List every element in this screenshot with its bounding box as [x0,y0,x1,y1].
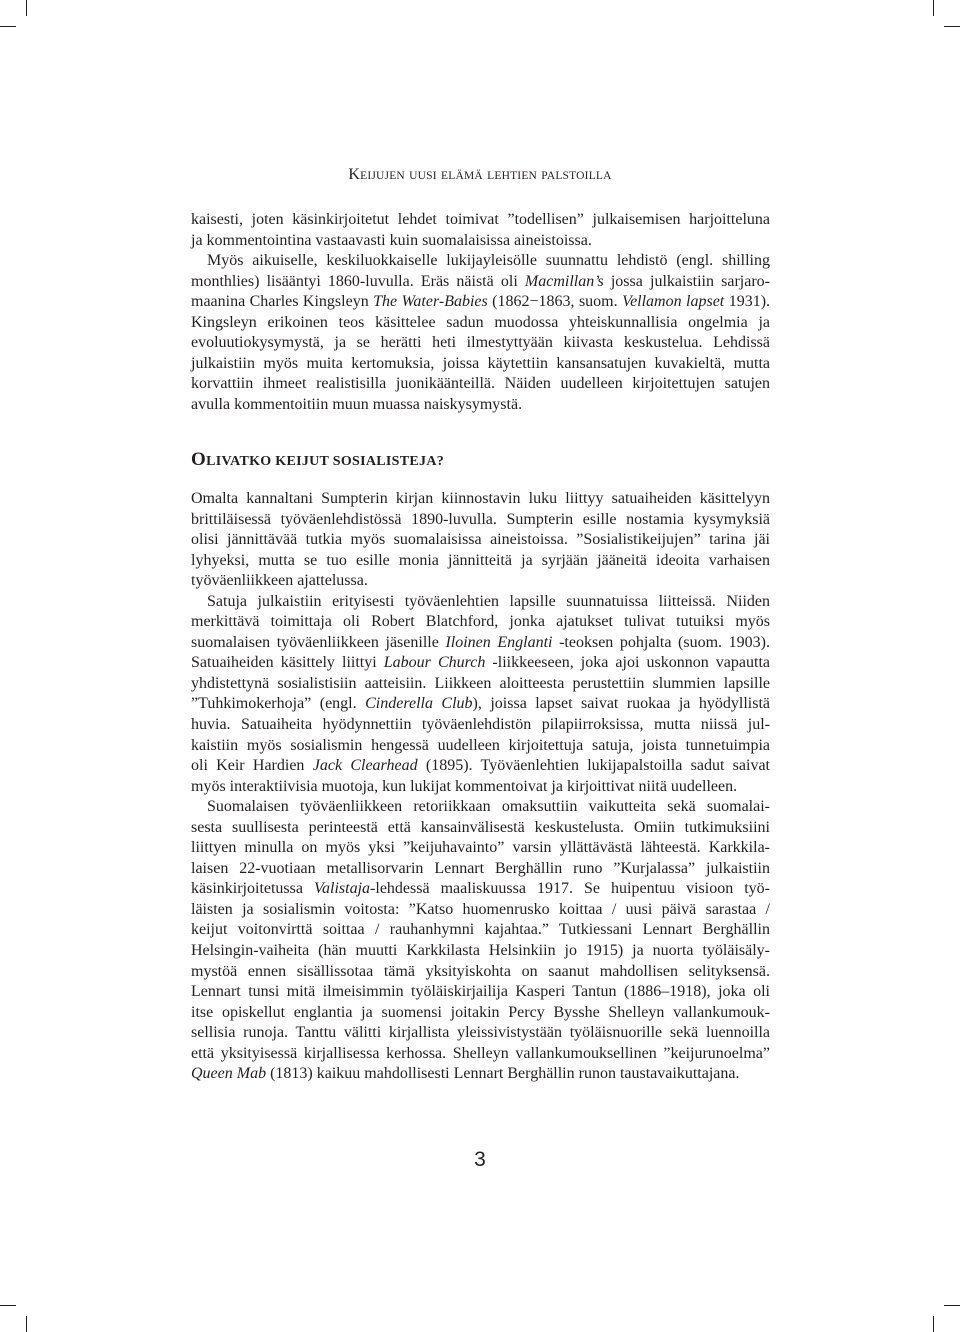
text-line: huvia. Satuaiheita hyödynnettiin työväenlehdistön pilapiirroksissa, mutta niissä jul- [191,716,770,734]
title-queen-mab: Queen Mab [191,1065,267,1083]
crop-mark-bottom-left [26,1316,27,1332]
text-line: Satuaiheiden käsittely liittyi Labour Church -liikkeeseen, joka ajoi uskonnon vapautta [191,654,770,672]
text-line: brittiläisessä työväenlehdistössä 1890-luvulla. Sumpterin esille nostamia kysymyksiä [191,510,770,528]
text-line: olisi jännittävää tutkia myös suomalaisissa aineistoissa. ”Sosialistikeijujen” tarina jäi [191,531,770,549]
crop-mark-bottom-right [933,1316,934,1332]
title-water-babies: The Water-Babies [373,293,488,311]
text-line: läisten ja sosialismin voitosta: ”Katso huomenrusko koittaa / uusi päivä sarastaa / [191,900,770,918]
text-line: suomalaisen työväenliikkeen jäsenille Iloinen Englanti -teoksen pohjalta (suom. 1903). [191,633,770,651]
title-vellamon-lapset: Vellamon lapset [622,293,725,311]
text-line: oli Keir Hardien Jack Clearhead (1895). Työväenlehtien lukijapalstoilla sadut saivat [191,757,771,775]
running-header [0,166,960,184]
text-line: ja kommentointina vastaavasti kuin suomalaisissa aineistoissa. [191,231,592,249]
header-word-3: ELÄMÄ [441,170,483,182]
text-line: mystöä ennen sisällissotaa tämä yksityiskohta on saanut mahdollisen selityksensä. [191,962,770,980]
body-text [191,489,770,1085]
crop-mark-top-right-h [944,26,960,27]
text-line: sesta suullisesta perinteestä että kansainvälisestä keskustelusta. Omiin tutkimuksiini [191,818,770,836]
title-iloinen-englanti: Iloinen Englanti [445,633,553,651]
text-line: Helsingin-vaiheita (hän muutti Karkkilasta Helsinkiin jo 1915) ja nuorta työläisäly- [191,942,770,960]
text-line: monthlies) lisääntyi 1860-luvulla. Eräs näistä oli Macmillan’s jossa julkaistiin sarjaro- [191,272,770,290]
header-word-2: UUSI [409,170,437,182]
text-line: kaistiin myös sosialismin hengessä uudelleen kirjoitettuja satuja, joista tunnetuimpia [191,736,770,754]
text-line: julkaistiin myös muita kertomuksia, joissa käytettiin kansansatujen kuvakieltä, mutta [191,354,770,372]
page-number: 3 [474,1148,486,1171]
crop-mark-top-left [26,0,27,16]
title-macmillans: Macmillan’s [524,272,604,290]
text-line: Myös aikuiselle, keskiluokkaiselle lukijayleisölle suunnattu lehdistö (engl. shilling [207,252,770,270]
crop-mark-top-left-h [0,26,16,27]
crop-mark-bottom-right-h [944,1305,960,1306]
text-line: lyhyeksi, mutta se tuo esille monia jännitteitä ja syrjään jääneitä ideoita varhaisen [191,551,770,569]
text-line: merkittävä toimittaja oli Robert Blatchford, jonka ajatukset tulivat tutuiksi myös [191,613,770,631]
title-labour-church: Labour Church [383,654,486,672]
text-line: kaisesti, joten käsinkirjoitetut lehdet toimivat ”todellisen” julkaisemisen harjoitteluna [191,211,770,228]
text-line: Queen Mab (1813) kaikuu mahdollisesti Lennart Berghällin runon taustavaikuttajana. [191,1065,740,1083]
title-cinderella-club: Cinderella Club [365,695,473,713]
crop-mark-bottom-left-h [0,1305,16,1306]
text-line: liittyen minulla on myös yksi ”keijuhavainto” varsin yllättävästä lähteestä. Karkkila- [191,839,770,857]
text-line: korvattiin ihmeet realistisilla juonikäänteillä. Näiden uudelleen kirjoitettujen satujen [191,375,770,393]
header-word-4: LEHTIEN [487,170,538,182]
paragraph-1 [191,210,770,415]
text-line: Suomalaisen työväenliikkeen retoriikkaan omaksuttiin vaikutteita sekä suomalai- [207,798,770,816]
crop-mark-top-right [933,0,934,16]
text-line: Kingsleyn erikoinen teos käsittelee sadun muodossa yhteiskunnallisia ongelmia ja [191,313,770,331]
text-line: avulla kommentoitiin muun muassa naiskysymystä. [191,395,523,413]
section-heading: OLIVATKO KEIJUT SOSIALISTEJA? [191,449,445,470]
title-valistaja: Valistaja [314,880,371,898]
text-line: Satuja julkaistiin erityisesti työväenlehtien lapsille suunnatuissa liitteissä. Niiden [207,592,770,610]
text-line: keijut voitonvirttä soittaa / rauhanhymni kajahtaa.” Tutkiessani Lennart Berghällin [191,921,770,939]
text-line: ”Tuhkimokerhoja” (engl. Cinderella Club), joissa lapset saivat ruokaa ja hyödyllistä [191,695,770,713]
text-line: evoluutiokysymystä, ja se herätti heti ilmestyttyään kiivasta keskustelua. Lehdissä [191,334,770,352]
text-line: että yksityisessä kirjallisessa kerhossa. Shelleyn vallankumouksellinen ”keijurunoelma” [191,1044,770,1062]
text-line: sellisia runoja. Tanttu välitti kirjallista yleissivistystään työläisnuorille sekä luennoilla [191,1024,770,1042]
text-line: Omalta kannaltani Sumpterin kirjan kiinnostavin luku liittyy satuaiheiden käsittelyyn [191,490,770,507]
text-line: maanina Charles Kingsleyn The Water-Babies (1862−1863, suom. Vellamon lapset 1931). [191,293,771,311]
text-line: Lennart tunsi mitä ilmeisimmin työläiskirjailija Kasperi Tantun (1886–1918), joka oli [191,983,770,1001]
text-line: yhdistettynä sosialistisiin aatteisiin. Liikkeen aloitteesta perustettiin slummien lapsille [191,674,770,692]
text-line: myös interaktiivisia muotoja, kun lukijat kommentoivat ja kirjoittivat niitä uudelleen. [191,777,738,795]
header-word-5: PALSTOILLA [541,170,612,182]
text-line: käsinkirjoitetussa Valistaja-lehdessä maaliskuussa 1917. Se huipentuu visioon työ- [191,880,771,898]
header-word-1: KEIJUJEN [348,166,405,183]
text-line: työväenliikkeen ajattelussa. [191,572,368,590]
text-line: itse opiskellut englantia ja suomensi joitakin Percy Bysshe Shelleyn vallankumouk- [191,1003,770,1021]
title-jack-clearhead: Jack Clearhead [312,757,418,775]
text-line: laisen 22-vuotiaan metallisorvarin Lennart Berghällin runo ”Kurjalassa” julkaistiin [191,859,770,877]
